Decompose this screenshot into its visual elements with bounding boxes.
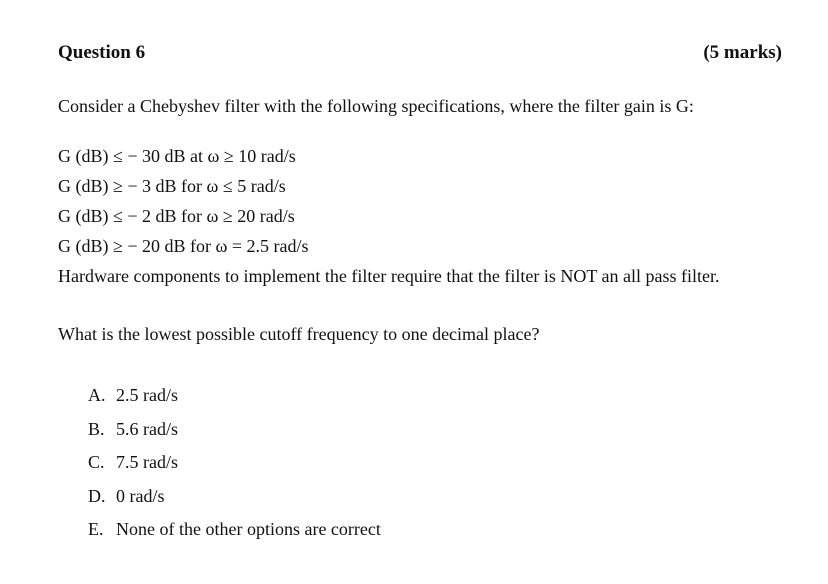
filter-specifications [58, 141, 719, 291]
spec-line: G (dB) ≤ − 2 dB for ω ≥ 20 rad/s [58, 206, 295, 226]
spec-line: G (dB) ≥ − 3 dB for ω ≤ 5 rad/s [58, 176, 286, 196]
option-text: 7.5 rad/s [116, 452, 178, 472]
option-text: 2.5 rad/s [116, 385, 178, 405]
hardware-note: Hardware components to implement the filter require that the filter is NOT an all pass filter. [58, 266, 720, 286]
question-prompt: What is the lowest possible cutoff frequency to one decimal place? [58, 324, 540, 344]
question-intro: Consider a Chebyshev filter with the following specifications, where the filter gain is G: [58, 96, 694, 116]
option-text: 5.6 rad/s [116, 418, 178, 439]
option-letter: D. [88, 485, 106, 506]
option-c[interactable] [88, 452, 381, 486]
option-letter: B. [88, 418, 105, 439]
answer-options [88, 385, 381, 553]
option-a[interactable] [88, 385, 381, 419]
question-header [58, 42, 782, 64]
question-title: Question 6 [58, 42, 146, 63]
question-marks: (5 marks) [703, 42, 782, 63]
spec-line: G (dB) ≥ − 20 dB for ω = 2.5 rad/s [58, 236, 309, 256]
option-text: None of the other options are correct [116, 519, 381, 539]
option-text: 0 rad/s [116, 485, 165, 506]
option-letter: A. [88, 385, 106, 405]
option-letter: C. [88, 452, 105, 472]
option-d[interactable] [88, 486, 381, 520]
option-letter: E. [88, 519, 104, 539]
option-b[interactable] [88, 419, 381, 453]
spec-line: G (dB) ≤ − 30 dB at ω ≥ 10 rad/s [58, 146, 296, 166]
option-e[interactable] [88, 519, 381, 553]
